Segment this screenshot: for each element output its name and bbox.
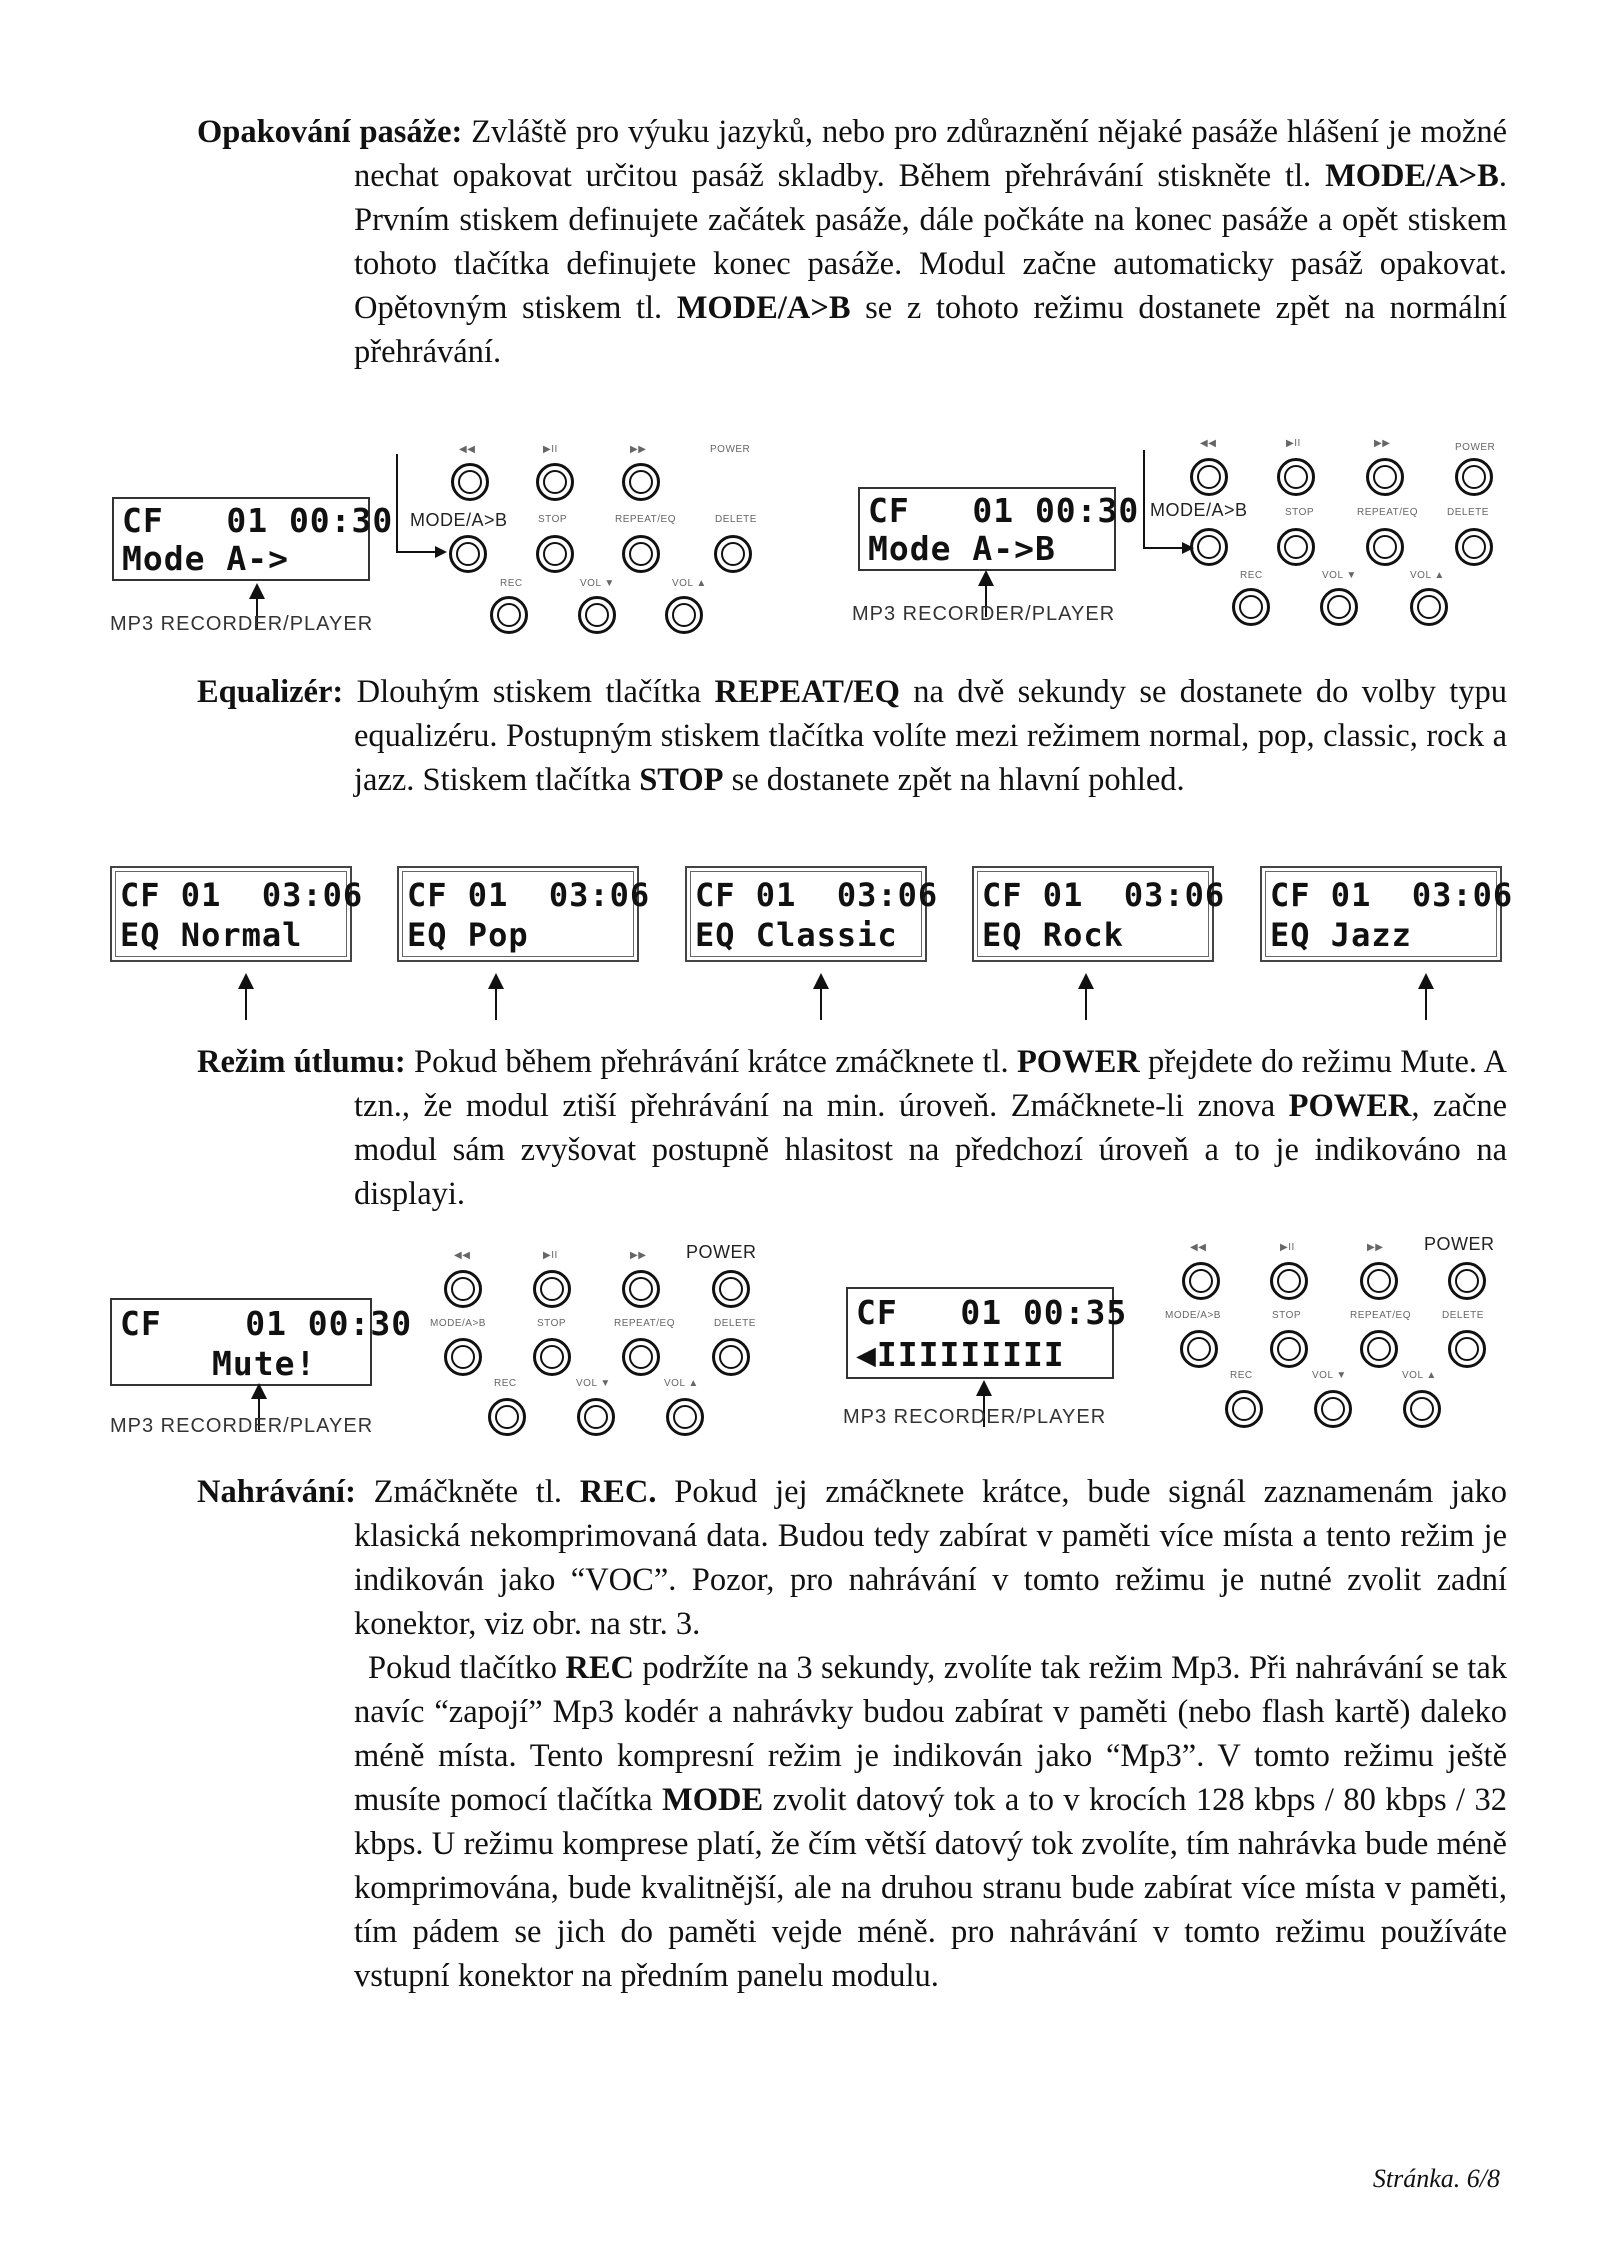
lcd-eq-rock (972, 866, 1226, 962)
lcd-line-2: ◀IIIIIIIII (856, 1335, 1065, 1374)
delete-label: DELETE (714, 1318, 756, 1329)
repeat-label: REPEAT/EQ (615, 514, 676, 525)
vol-down-button[interactable] (578, 596, 616, 634)
power-label: POWER (1455, 442, 1496, 453)
vol-up-label: VOL ▲ (1410, 570, 1445, 581)
stop-button[interactable] (536, 535, 574, 573)
key-mode: MODE/A>B (676, 290, 851, 326)
device-caption: MP3 RECORDER/PLAYER (843, 1406, 1107, 1428)
arrow-up-icon (495, 975, 497, 1020)
rewind-icon: ◀◀ (454, 1250, 471, 1261)
text: Pokud jej zmáčknete krátce, bude signál zaznamenám jako klasická nekomprimovaná data. Budou tedy zabírat v paměti více místa a tento režim je indikován jako “VOC”. Pozor, pro nahrávání v tomto režimu je nutné zvolit zadní konektor, viz obr. na str. 3. (354, 1474, 1507, 1642)
power-label: POWER (1424, 1234, 1495, 1254)
stop-button[interactable] (533, 1338, 571, 1376)
key-repeat-eq: REPEAT/EQ (714, 674, 900, 710)
text: Pokud během přehrávání krátce zmáčknete tl. (405, 1044, 1017, 1080)
lcd-line-2: EQ Jazz (1270, 916, 1412, 954)
play-pause-icon: ▶II (543, 444, 558, 455)
vol-down-button[interactable] (1314, 1390, 1352, 1428)
fast-forward-icon: ▶▶ (1374, 438, 1391, 449)
play-pause-button[interactable] (1270, 1262, 1308, 1300)
rewind-button[interactable] (444, 1270, 482, 1308)
text: Zmáčkněte tl. (355, 1474, 580, 1510)
lcd-line-1: CF 01 03:06 (695, 876, 939, 914)
play-pause-icon: ▶II (1286, 438, 1301, 449)
lcd-eq-normal (110, 866, 364, 962)
lcd-display (846, 1287, 1128, 1379)
device-caption: MP3 RECORDER/PLAYER (110, 613, 374, 635)
stop-label: STOP (1272, 1310, 1302, 1321)
delete-button[interactable] (1448, 1330, 1486, 1368)
vol-down-label: VOL ▼ (576, 1378, 611, 1389)
lcd-line-1: CF 01 00:35 (856, 1293, 1128, 1332)
fast-forward-button[interactable] (1360, 1262, 1398, 1300)
rec-button[interactable] (490, 596, 528, 634)
lcd-display (858, 487, 1140, 571)
lcd-line-1: CF 01 00:30 (868, 491, 1140, 530)
rewind-button[interactable] (1182, 1262, 1220, 1300)
key-stop: STOP (639, 762, 724, 798)
vol-up-button[interactable] (665, 596, 703, 634)
lcd-line-2: EQ Classic (695, 916, 898, 954)
mode-label: MODE/A>B (410, 510, 508, 530)
repeat-label: REPEAT/EQ (1357, 507, 1418, 518)
rec-button[interactable] (1232, 588, 1270, 626)
paragraph-equalizer (197, 670, 1507, 802)
device-caption: MP3 RECORDER/PLAYER (852, 603, 1116, 625)
play-pause-button[interactable] (533, 1270, 571, 1308)
stop-label: STOP (538, 514, 568, 525)
lcd-line-2: Mode A-> (122, 539, 289, 578)
repeat-eq-button[interactable] (622, 535, 660, 573)
key-power: POWER (1288, 1088, 1412, 1124)
text: . Prvním stiskem definujete začátek pasáže, dále počkáte na konec pasáže a opět stiskem tohoto tlačítka definujete konec pasáže. Modul začne automaticky pasáž opakovat. Opětovným stiskem tl. (354, 158, 1507, 326)
text: přejdete do režimu Mute. A tzn., že modul ztiší přehrávání na min. úroveň. Zmáčknete-li znova (354, 1044, 1507, 1124)
play-pause-icon: ▶II (1280, 1242, 1295, 1253)
lcd-line-2: EQ Rock (982, 916, 1124, 954)
lcd-line-1: CF 01 00:30 (122, 501, 394, 540)
key-power: POWER (1016, 1044, 1140, 1080)
delete-label: DELETE (715, 514, 757, 525)
key-rec: REC (565, 1650, 634, 1686)
rewind-icon: ◀◀ (1200, 438, 1217, 449)
delete-button[interactable] (712, 1338, 750, 1376)
arrow-up-icon (1425, 975, 1427, 1020)
mode-button[interactable] (1180, 1330, 1218, 1368)
rec-label: REC (1230, 1370, 1253, 1381)
vol-up-button[interactable] (1410, 588, 1448, 626)
lcd-display (110, 1298, 413, 1386)
rewind-icon: ◀◀ (459, 444, 476, 455)
mode-label: MODE/A>B (1165, 1310, 1221, 1321)
stop-label: STOP (1285, 507, 1315, 518)
bracket-arrow-icon (395, 452, 415, 562)
vol-up-button[interactable] (666, 1398, 704, 1436)
fast-forward-button[interactable] (1366, 458, 1404, 496)
delete-label: DELETE (1447, 507, 1489, 518)
vol-down-label: VOL ▼ (1322, 570, 1357, 581)
lcd-line-1: CF 01 03:06 (407, 876, 651, 914)
rec-button[interactable] (1225, 1390, 1263, 1428)
key-mode: MODE/A>B (1325, 158, 1499, 194)
stop-button[interactable] (1277, 528, 1315, 566)
play-pause-icon: ▶II (543, 1250, 558, 1261)
key-rec: REC. (579, 1474, 657, 1510)
power-label: POWER (710, 444, 751, 455)
mode-label: MODE/A>B (430, 1318, 486, 1329)
page-number: Stránka. 6/8 (1372, 2164, 1500, 2193)
lcd-eq-pop (397, 866, 651, 962)
text: Dlouhým stiskem tlačítka (343, 674, 715, 710)
power-button[interactable] (712, 1270, 750, 1308)
vol-up-button[interactable] (1403, 1390, 1441, 1428)
play-pause-button[interactable] (536, 463, 574, 501)
lcd-line-2: EQ Pop (407, 916, 529, 954)
repeat-eq-button[interactable] (1360, 1330, 1398, 1368)
delete-label: DELETE (1442, 1310, 1484, 1321)
paragraph-mute (197, 1040, 1507, 1216)
section-title: Equalizér: (197, 674, 344, 710)
section-title: Opakování pasáže: (197, 114, 463, 150)
lcd-line-1: CF 01 03:06 (982, 876, 1226, 914)
power-button[interactable] (1448, 1262, 1486, 1300)
device-caption: MP3 RECORDER/PLAYER (110, 1415, 374, 1437)
power-button[interactable] (1455, 458, 1493, 496)
arrow-up-icon (1085, 975, 1087, 1020)
fast-forward-icon: ▶▶ (1367, 1242, 1384, 1253)
repeat-label: REPEAT/EQ (614, 1318, 675, 1329)
rec-label: REC (500, 578, 523, 589)
vol-down-button[interactable] (577, 1398, 615, 1436)
lcd-line-2: EQ Normal (120, 916, 303, 954)
rec-label: REC (494, 1378, 517, 1389)
rec-label: REC (1240, 570, 1263, 581)
paragraph-recording (197, 1470, 1507, 1646)
text: se dostanete zpět na hlavní pohled. (723, 762, 1185, 798)
text: na dvě sekundy se dostanete do volby typu equalizéru. Postupným stiskem tlačítka volíte mezi režimem normal, pop, classic, rock a jazz. Stiskem tlačítka (354, 674, 1507, 798)
fast-forward-icon: ▶▶ (630, 444, 647, 455)
text: Pokud tlačítko (368, 1650, 566, 1686)
stop-label: STOP (537, 1318, 567, 1329)
stop-button[interactable] (1270, 1330, 1308, 1368)
section-title: Režim útlumu: (197, 1044, 406, 1080)
lcd-line-1: CF 01 03:06 (1270, 876, 1514, 914)
mode-button[interactable] (444, 1338, 482, 1376)
paragraph-passage-repeat (197, 110, 1507, 374)
lcd-eq-jazz (1260, 866, 1514, 962)
vol-down-label: VOL ▼ (580, 578, 615, 589)
fast-forward-button[interactable] (622, 463, 660, 501)
vol-up-label: VOL ▲ (664, 1378, 699, 1389)
rewind-icon: ◀◀ (1190, 1242, 1207, 1253)
delete-button[interactable] (1455, 528, 1493, 566)
fast-forward-icon: ▶▶ (630, 1250, 647, 1261)
repeat-eq-button[interactable] (622, 1338, 660, 1376)
rewind-button[interactable] (451, 463, 489, 501)
delete-button[interactable] (714, 535, 752, 573)
mode-button[interactable] (449, 535, 487, 573)
lcd-line-2: Mute! (212, 1344, 317, 1383)
vol-down-button[interactable] (1320, 588, 1358, 626)
text: Zvláště pro výuku jazyků, nebo pro zdůraznění nějaké pasáže hlášení je možné nechat opakovat určitou pasáž skladby. Během přehrávání stiskněte tl. (354, 114, 1507, 194)
repeat-eq-button[interactable] (1366, 528, 1404, 566)
rec-button[interactable] (488, 1398, 526, 1436)
section-title: Nahrávání: (197, 1474, 356, 1510)
mode-button[interactable] (1190, 528, 1228, 566)
arrow-up-icon (245, 975, 247, 1020)
vol-up-label: VOL ▲ (1402, 1370, 1437, 1381)
paragraph-recording-mp3 (354, 1646, 1507, 1998)
lcd-eq-classic (685, 866, 939, 962)
power-label: POWER (686, 1242, 757, 1262)
key-mode: MODE (662, 1782, 764, 1818)
mode-label: MODE/A>B (1150, 500, 1248, 520)
text: , začne modul sám zvyšovat postupně hlasitost na předchozí úroveň a to je indikováno na displayi. (354, 1088, 1507, 1212)
lcd-display (112, 497, 394, 581)
vol-up-label: VOL ▲ (672, 578, 707, 589)
play-pause-button[interactable] (1277, 458, 1315, 496)
repeat-label: REPEAT/EQ (1350, 1310, 1411, 1321)
lcd-line-2: Mode A->B (868, 529, 1056, 568)
arrow-up-icon (820, 975, 822, 1020)
vol-down-label: VOL ▼ (1312, 1370, 1347, 1381)
text: zvolit datový tok a to v krocích 128 kbps / 80 kbps / 32 kbps. U režimu komprese platí, že čím větší datový tok zvolíte, tím nahrávka bude méně komprimována, bude kvalitnější, ale na druhou stranu bude zabírat více místa v paměti, tím pádem se jich do paměti vejde méně. pro nahrávání v tomto režimu používáte vstupní konektor na předním panelu modulu. (354, 1782, 1507, 1994)
rewind-button[interactable] (1190, 458, 1228, 496)
lcd-line-1: CF 01 03:06 (120, 876, 364, 914)
text: podržíte na 3 sekundy, zvolíte tak režim Mp3. Při nahrávání se tak navíc “zapojí” Mp3 kodér a nahrávky budou zabírat v paměti (nebo flash kartě) daleko méně místa. Tento kompresní režim je indikován jako “Mp3”. V tomto režimu ještě musíte pomocí tlačítka (354, 1650, 1507, 1818)
lcd-line-1: CF 01 00:30 (120, 1304, 413, 1343)
text: se z tohoto režimu dostanete zpět na normální přehrávání. (354, 290, 1507, 370)
fast-forward-button[interactable] (622, 1270, 660, 1308)
